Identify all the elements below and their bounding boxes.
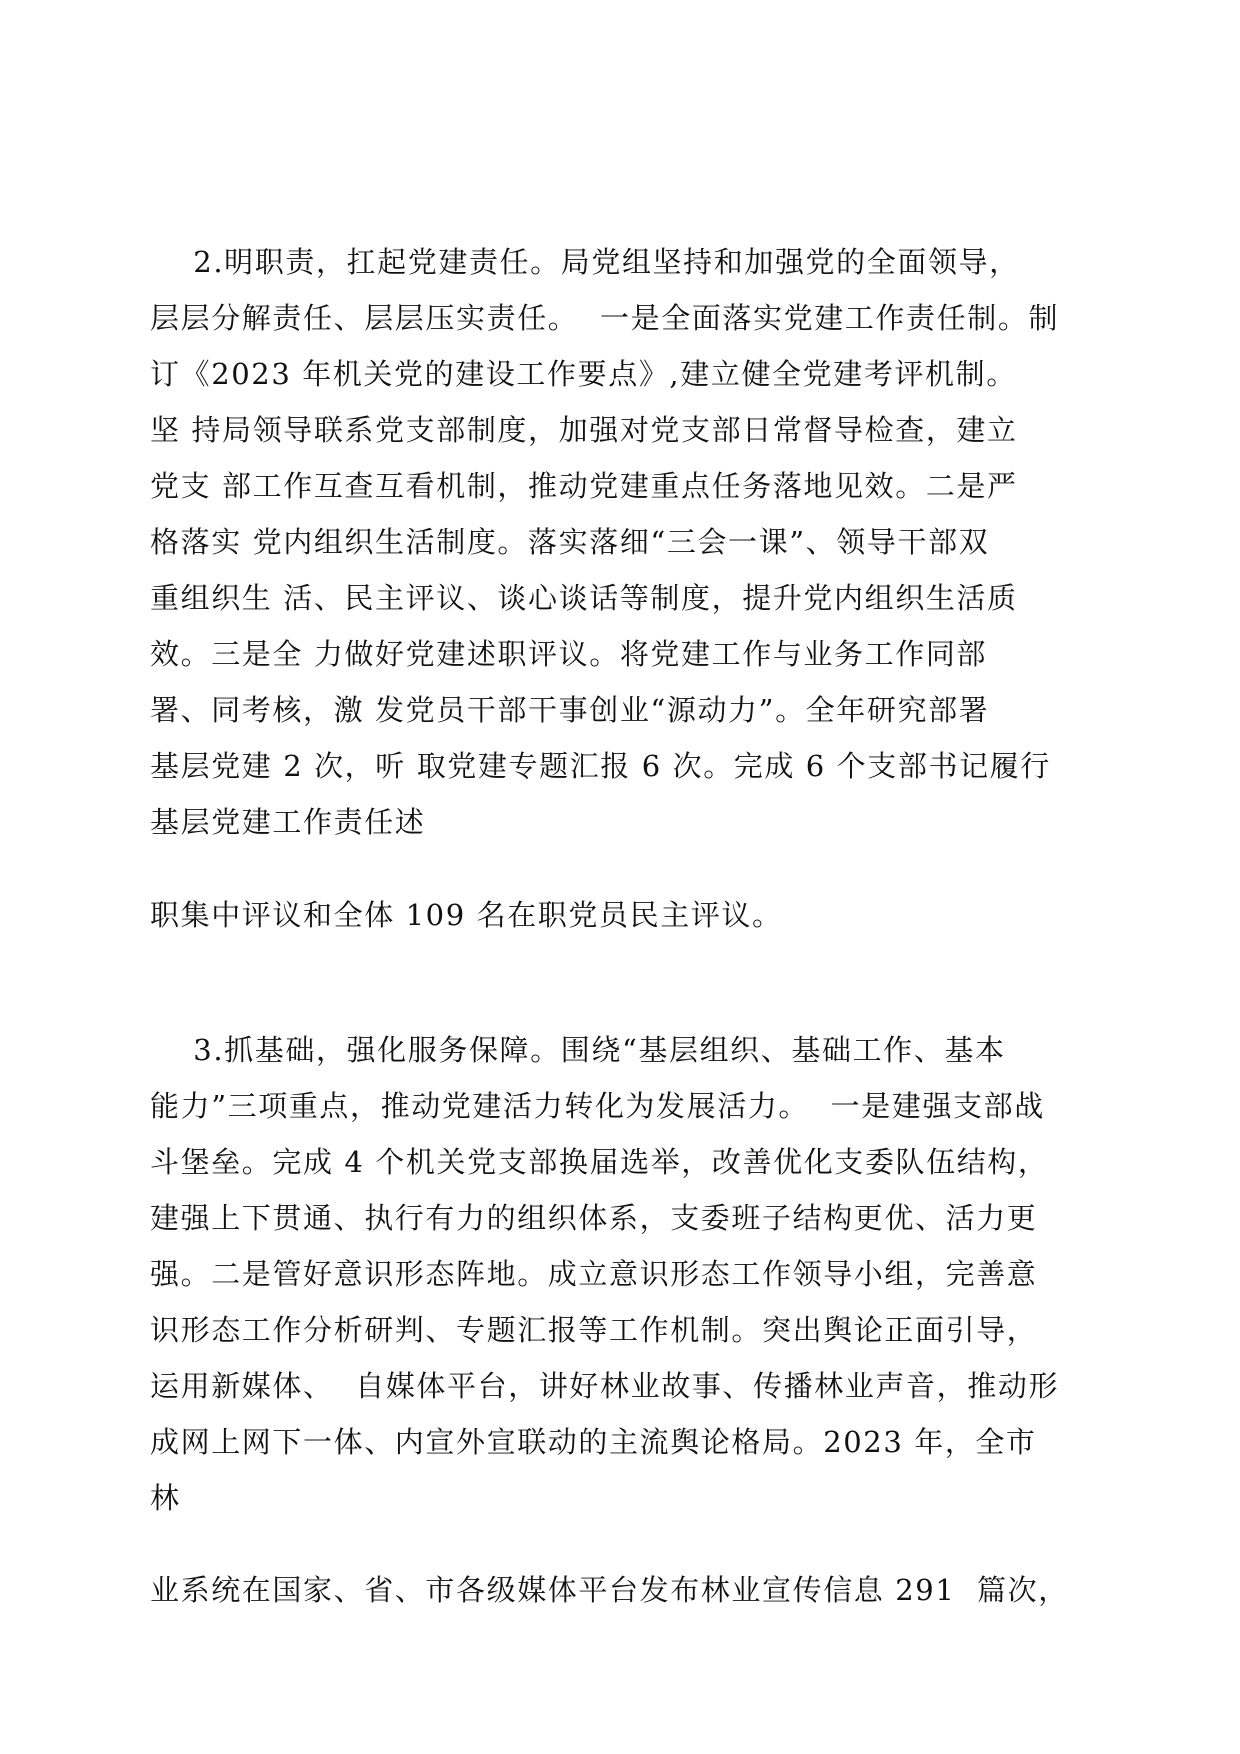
paragraph-2-line-4: 坚 持局领导联系党支部制度，加强对党支部日常督导检查，建立 [150, 413, 1018, 447]
paragraph-2-line-5: 党支 部工作互查互看机制，推动党建重点任务落地见效。二是严 [150, 469, 1018, 503]
paragraph-3-line-4: 建强上下贯通、执行有力的组织体系，支委班子结构更优、活力更 [150, 1201, 1038, 1235]
paragraph-2-line-9: 署、同考核，激 发党员干部干事创业“源动力”。全年研究部署 [150, 693, 990, 727]
paragraph-2-line-10: 基层党建 2 次，听 取党建专题汇报 6 次。完成 6 个支部书记履行 [150, 749, 1051, 783]
paragraph-3-line-5: 强。二是管好意识形态阵地。成立意识形态工作领导小组，完善意 [150, 1257, 1038, 1291]
paragraph-3-line-7: 运用新媒体、 自媒体平台，讲好林业故事、传播林业声音，推动形 [150, 1369, 1060, 1403]
paragraph-3-line-9: 林 [150, 1481, 181, 1515]
paragraph-3-line-3: 斗堡垒。完成 4 个机关党支部换届选举，改善优化支委队伍结构， [150, 1145, 1049, 1179]
paragraph-2-line-2: 层层分解责任、层层压实责任。 一是全面落实党建工作责任制。制 [150, 301, 1060, 335]
paragraph-3-line-1: 3.抓基础，强化服务保障。围绕“基层组织、基础工作、基本 [150, 1033, 1006, 1067]
paragraph-2-line-7: 重组织生 活、民主评议、谈心谈话等制度，提升党内组织生活质 [150, 581, 1018, 615]
paragraph-3-line-8: 成网上网下一体、内宣外宣联动的主流舆论格局。2023 年，全市 [150, 1425, 1037, 1459]
paragraph-2-line-3: 订《2023 年机关党的建设工作要点》,建立健全党建考评机制。 [150, 357, 1017, 391]
paragraph-3-line-6: 识形态工作分析研判、专题汇报等工作机制。突出舆论正面引导， [150, 1313, 1038, 1347]
paragraph-2-line-11: 基层党建工作责任述 [150, 805, 426, 839]
paragraph-2-line-8: 效。三是全 力做好党建述职评议。将党建工作与业务工作同部 [150, 637, 988, 671]
paragraph-3-line-2: 能力”三项重点，推动党建活力转化为发展活力。 一是建强支部战 [150, 1089, 1045, 1123]
paragraph-2-line-12: 职集中评议和全体 109 名在职党员民主评议。 [150, 898, 783, 932]
paragraph-3-line-10: 业系统在国家、省、市各级媒体平台发布林业宣传信息 291 篇次， [150, 1573, 1069, 1607]
paragraph-2-line-6: 格落实 党内组织生活制度。落实落细“三会一课”、领导干部双 [150, 525, 990, 559]
paragraph-2-line-1: 2.明职责，扛起党建责任。局党组坚持和加强党的全面领导， [150, 245, 1020, 279]
